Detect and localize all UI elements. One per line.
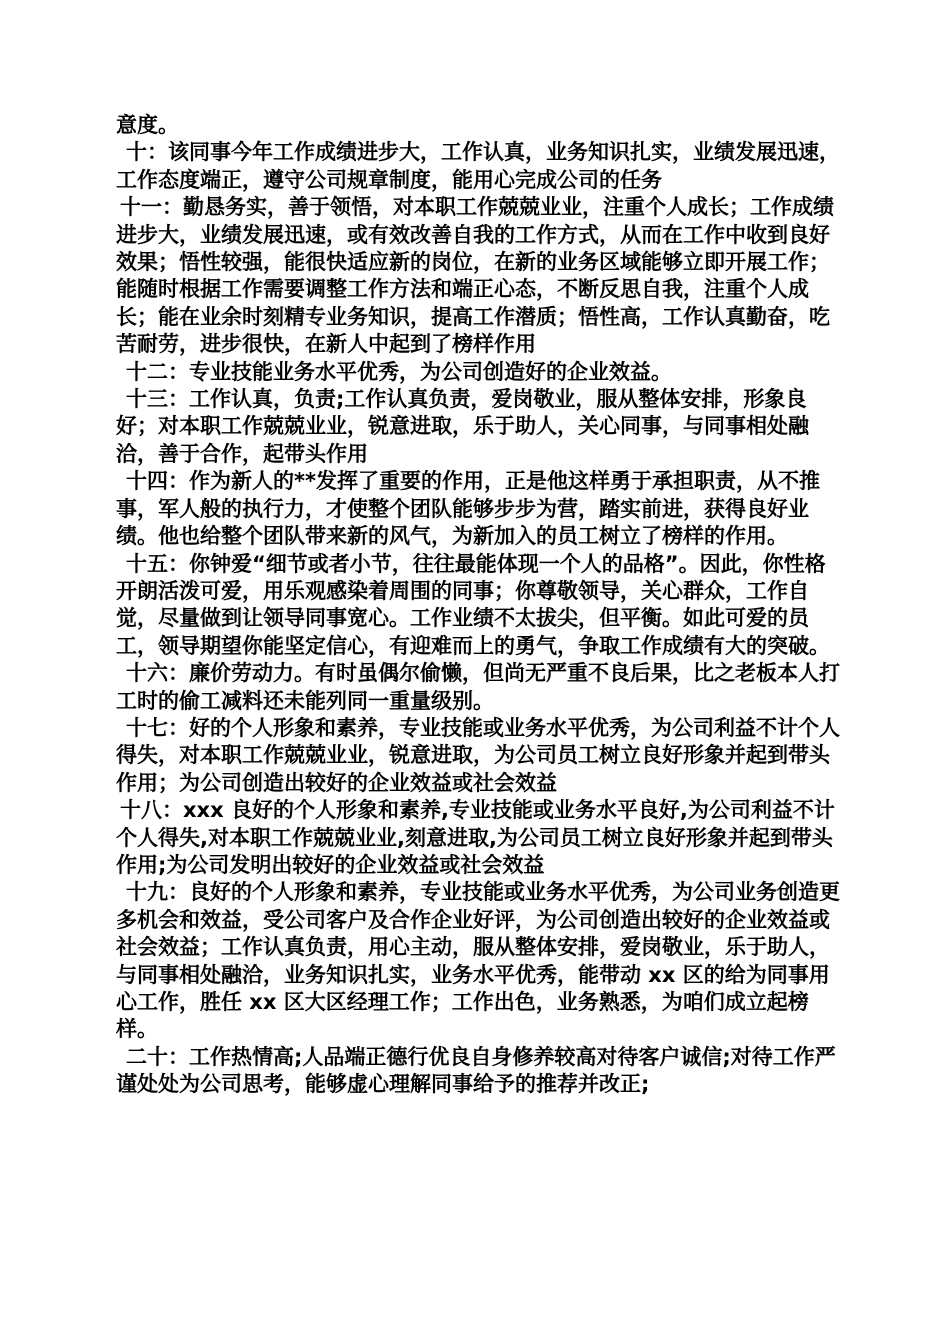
- paragraph-item-14: 十四：作为新人的**发挥了重要的作用，正是他这样勇于承担职责，从不推事，军人般的执行力，才使整个团队能够步步为营，踏实前进，获得良好业绩。他也给整个团队带来新的风气，为新加入的员工树立了榜样的作用。: [116, 469, 820, 549]
- paragraph-item-17: 十七：好的个人形象和素养，专业技能或业务水平优秀，为公司利益不计个人得失，对本职工作兢兢业业，锐意进取，为公司员工树立良好形象并起到带头作用；为公司创造出较好的企业效益或社会效益: [116, 715, 840, 795]
- paragraph-item-12: 十二：专业技能业务水平优秀，为公司创造好的企业效益。: [126, 359, 672, 384]
- paragraph-item-19: 十九：良好的个人形象和素养，专业技能或业务水平优秀，为公司业务创造更多机会和效益，受公司客户及合作企业好评，为公司创造出较好的企业效益或社会效益；工作认真负责，用心主动，服从整体安排，爱岗敬业，乐于助人，与同事相处融洽，业务知识扎实，业务水平优秀，能带动 xx 区的给为同事用心工作，胜任 xx 区大区经理工作；工作出色，业务熟悉，为咱们成立起榜样。: [116, 880, 840, 1042]
- paragraph-item-20: 二十：工作热情高;人品端正德行优良自身修养较高对待客户诚信;对待工作严谨处处为公司思考，能够虚心理解同事给予的推荐并改正;: [116, 1044, 836, 1097]
- paragraph-item-16: 十六：廉价劳动力。有时虽偶尔偷懒，但尚无严重不良后果，比之老板本人打工时的偷工减料还未能列同一重量级别。: [116, 661, 840, 713]
- document-page: [116, 112, 844, 1099]
- paragraph-item-11: 十一：勤恳务实，善于领悟，对本职工作兢兢业业，注重个人成长；工作成绩进步大，业绩发展迅速，或有效改善自我的工作方式，从而在工作中收到良好效果；悟性较强，能很快适应新的岗位，在新的业务区域能够立即开展工作；能随时根据工作需要调整工作方法和端正心态，不断反思自我，注重个人成长；能在业余时刻精专业务知识，提高工作潜质；悟性高，工作认真勤奋，吃苦耐劳，进步很快，在新人中起到了榜样作用: [116, 195, 834, 357]
- paragraph-fragment: 意度。: [116, 113, 179, 137]
- paragraph-item-10: 十：该同事今年工作成绩进步大，工作认真，业务知识扎实，业绩发展迅速，工作态度端正，遵守公司规章制度，能用心完成公司的任务: [116, 140, 840, 192]
- paragraph-item-18: 十八：xxx 良好的个人形象和素养,专业技能或业务水平良好,为公司利益不计个人得失,对本职工作兢兢业业,刻意进取,为公司员工树立良好形象并起到带头作用;为公司发明出较好的企业效益或社会效益: [116, 798, 835, 877]
- paragraph-item-15: 十五：你钟爱“细节或者小节，往往最能体现一个人的品格”。因此，你性格开朗活泼可爱，用乐观感染着周围的同事；你尊敬领导，关心群众，工作自觉，尽量做到让领导同事宽心。工作业绩不太拔尖，但平衡。如此可爱的员工，领导期望你能坚定信心，有迎难而上的勇气，争取工作成绩有大的突破。: [116, 551, 830, 658]
- paragraph-item-13: 十三：工作认真，负责;工作认真负责，爱岗敬业，服从整体安排，形象良好；对本职工作兢兢业业，锐意进取，乐于助人，关心同事，与同事相处融洽，善于合作，起带头作用: [116, 387, 809, 466]
